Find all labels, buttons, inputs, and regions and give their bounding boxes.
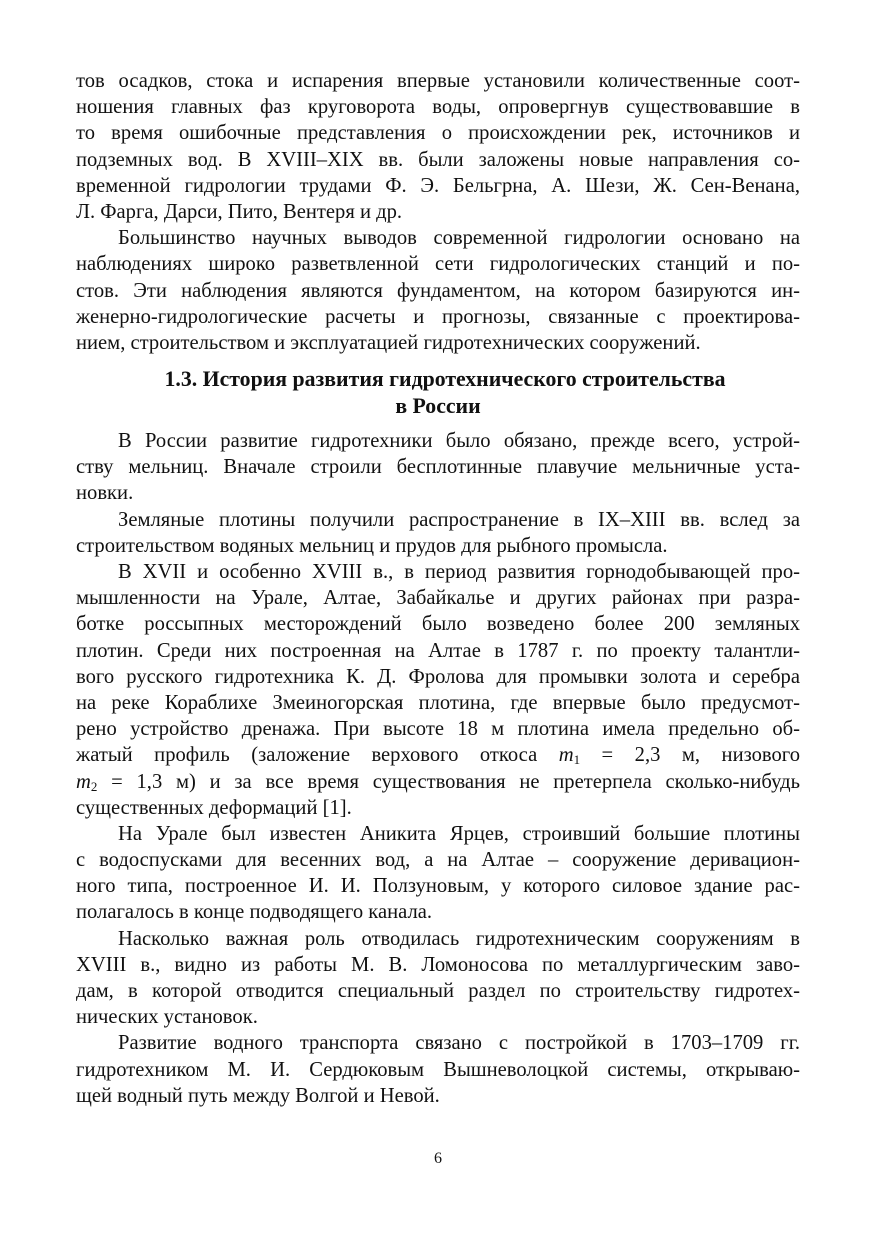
formula-variable: m (76, 770, 91, 793)
formula-line-m2 (76, 769, 800, 795)
text-line: дам, в которой отводится специальный раздел по строительству гидротех- (76, 980, 800, 1002)
text-line: строительством водяных мельниц и прудов для рыбного промысла. (76, 534, 668, 557)
text-line: ботке россыпных месторождений было возведено более 200 земляных (76, 613, 800, 636)
text-line: существенных деформаций [1]. (76, 796, 352, 819)
paragraph-7 (76, 926, 800, 1031)
paragraph-5 (76, 559, 800, 821)
text-line: подземных вод. В XVIII–XIX вв. были заложены новые направления со- (76, 148, 800, 171)
paragraph-3 (76, 428, 800, 507)
text-line: рено устройство дренажа. При высоте 18 м плотина имела предельно об- (76, 718, 800, 741)
text-line: ного типа, построенное И. И. Ползуновым, у которого силовое здание рас- (76, 875, 800, 898)
formula-subscript: 1 (573, 752, 581, 768)
text-line: нием, строительством и эксплуатацией гидротехнических сооружений. (76, 331, 701, 354)
paragraph-4 (76, 507, 800, 559)
text-line: плотин. Среди них построенная на Алтае в 1787 г. по проекту талантли- (76, 639, 800, 662)
text-line: полагалось в конце подводящего канала. (76, 901, 433, 924)
formula-text: жатый профиль (заложение верхового откоса (76, 744, 559, 767)
page-content (76, 68, 800, 1109)
text-line: щей водный путь между Волгой и Невой. (76, 1084, 440, 1107)
text-line: то время ошибочные представления о происхождении рек, источников и (76, 122, 800, 145)
text-line: нических установок. (76, 1006, 258, 1029)
text-line: с водоспусками для весенних вод, а на Алтае – сооружение деривацион- (76, 849, 800, 872)
text-line: Л. Фарга, Дарси, Пито, Вентеря и др. (76, 200, 403, 223)
text-line: новки. (76, 482, 134, 505)
formula-text: = 1,3 м) и за все время существования не претерпела сколько-нибудь (97, 770, 800, 793)
text-line: В XVII и особенно XVIII в., в период развития горнодобывающей про- (118, 561, 800, 583)
section-heading-line-1: 1.3. История развития гидротехнического строительства (164, 367, 726, 392)
text-line: тов осадков, стока и испарения впервые установили количественные соот- (76, 70, 800, 92)
paragraph-2 (76, 225, 800, 356)
text-line: Большинство научных выводов современной гидрологии основано на (118, 227, 800, 250)
formula-variable: m (558, 744, 574, 767)
text-line: мышленности на Урале, Алтае, Забайкалье и других районах при разра- (76, 587, 800, 610)
text-line: женерно-гидрологические расчеты и прогнозы, связанные с проектирова- (76, 305, 800, 328)
section-heading-line-2: в России (395, 394, 481, 419)
text-line: стов. Эти наблюдения являются фундаментом, на котором базируются ин- (76, 279, 800, 302)
formula-subscript: 2 (90, 778, 98, 794)
formula-text: = 2,3 м, низового (580, 744, 801, 767)
text-line: временной гидрологии трудами Ф. Э. Бельгрна, А. Шези, Ж. Сен-Венана, (76, 174, 800, 197)
text-line: вого русского гидротехника К. Д. Фролова для промывки золота и серебра (76, 665, 800, 688)
text-line: Насколько важная роль отводилась гидротехническим сооружениям в (118, 927, 800, 950)
section-heading (76, 366, 800, 420)
page-number: 6 (434, 1150, 442, 1167)
text-line: наблюдениях широко разветвленной сети гидрологических станций и по- (76, 253, 800, 276)
text-line: XVIII в., видно из работы М. В. Ломоносова по металлургическим заво- (76, 953, 800, 976)
text-line: гидротехником М. И. Сердюковым Вышневолоцкой системы, открываю- (76, 1058, 800, 1081)
text-line: Развитие водного транспорта связано с постройкой в 1703–1709 гг. (118, 1032, 800, 1055)
text-line: Земляные плотины получили распространение в IX–XIII вв. вслед за (118, 508, 800, 531)
text-line: На Урале был известен Аникита Ярцев, строивший большие плотины (118, 822, 800, 845)
text-line: В России развитие гидротехники было обязано, прежде всего, устрой- (118, 430, 800, 453)
paragraph-1 (76, 68, 800, 225)
formula-line-m1 (76, 742, 800, 768)
paragraph-8 (76, 1030, 800, 1109)
text-line: на реке Кораблихе Змеиногорская плотина, где впервые было предусмот- (76, 691, 800, 714)
text-line: ству мельниц. Вначале строили бесплотинные плавучие мельничные уста- (76, 456, 800, 479)
text-line: ношения главных фаз круговорота воды, опровергнув существовавшие в (76, 96, 800, 119)
paragraph-6 (76, 821, 800, 926)
